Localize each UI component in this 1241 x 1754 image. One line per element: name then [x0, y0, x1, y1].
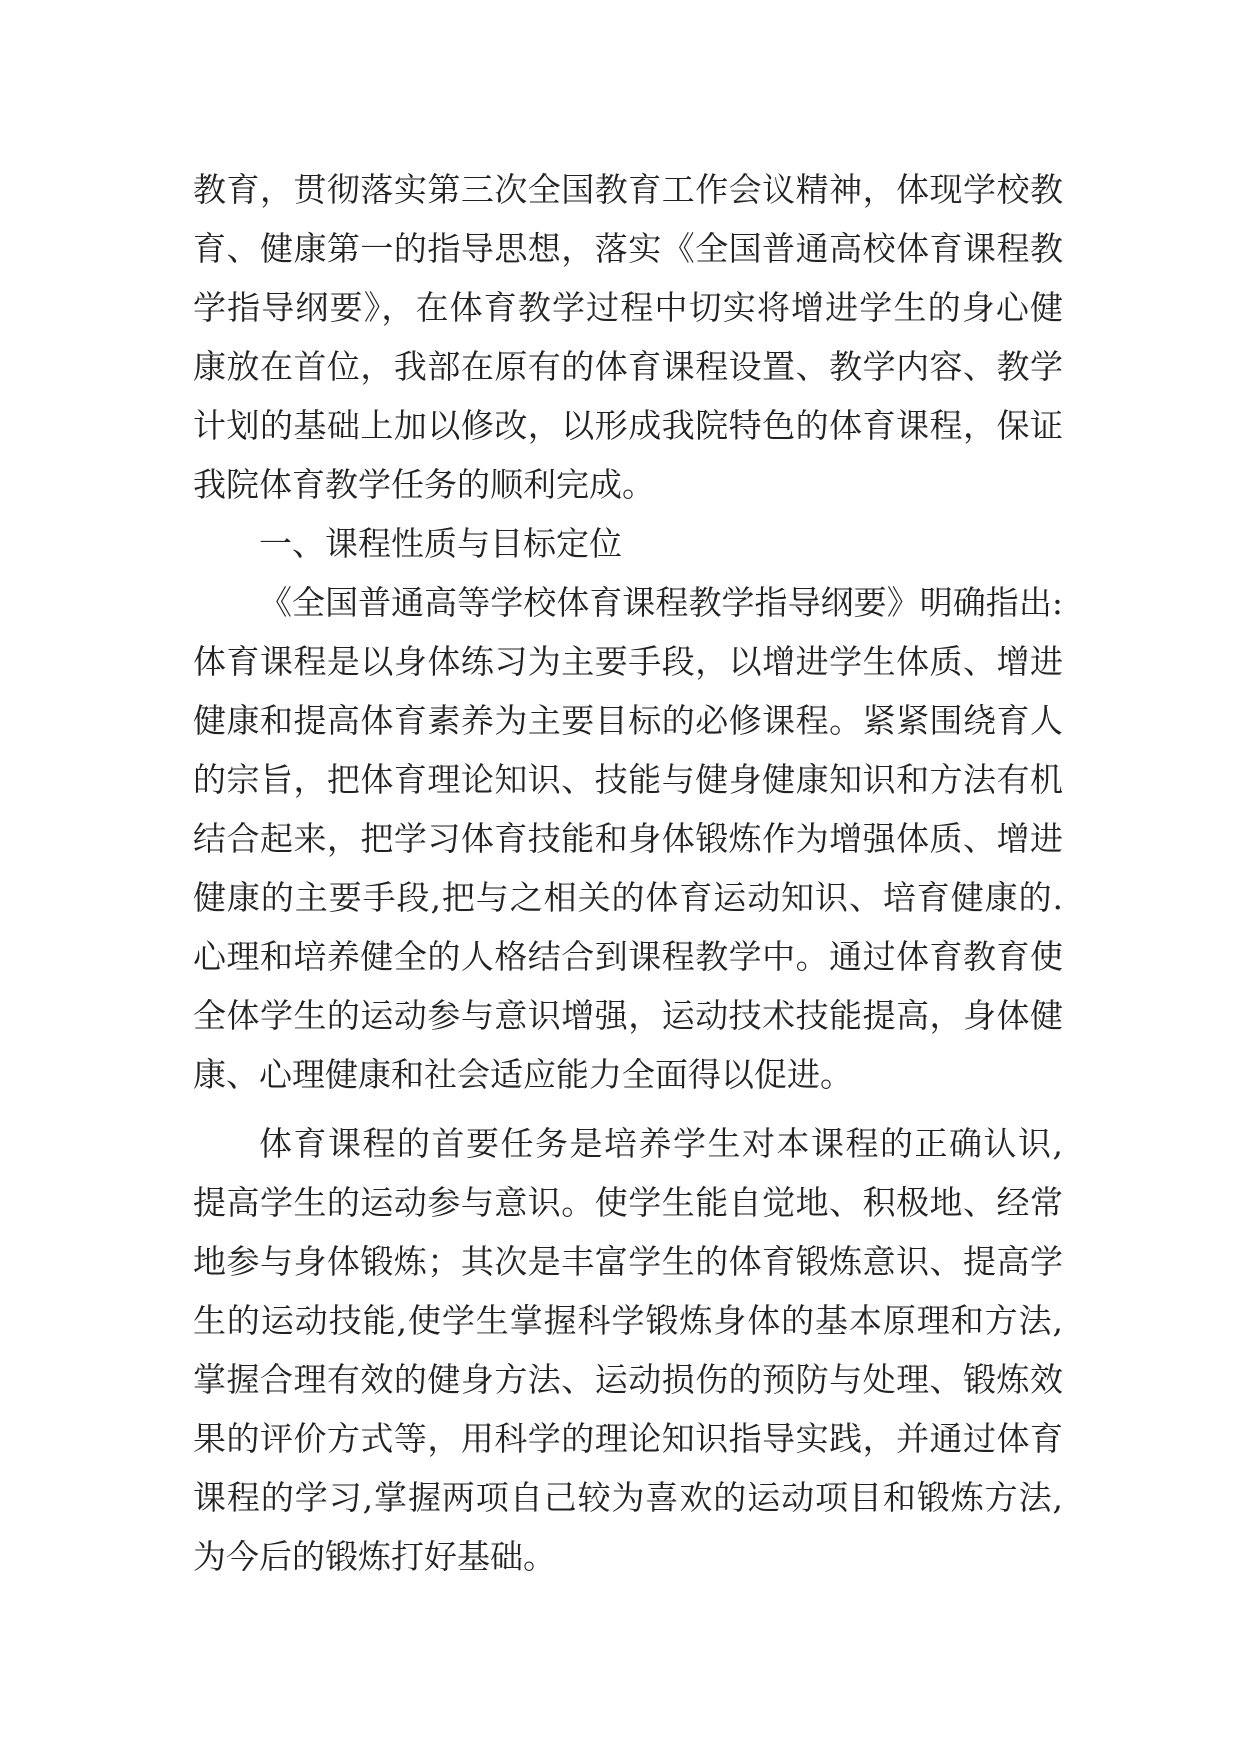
text-line: 学指导纲要》，在体育教学过程中切实将增进学生的身心健 [193, 288, 1063, 327]
paragraph-primary-task [193, 1114, 1063, 1586]
text-line: 生的运动技能,使学生掌握科学锻炼身体的基本原理和方法, [193, 1301, 1063, 1340]
text-line: 我院体育教学任务的顺利完成。 [193, 465, 655, 504]
text-line: 康、心理健康和社会适应能力全面得以促进。 [193, 1055, 853, 1094]
text-line: 心理和培养健全的人格结合到课程教学中。通过体育教育使 [193, 937, 1063, 976]
text-line: 全体学生的运动参与意识增强，运动技术技能提高，身体健 [193, 996, 1063, 1035]
text-line: 提高学生的运动参与意识。使学生能自觉地、积极地、经常 [193, 1183, 1063, 1222]
text-line: 育、健康第一的指导思想，落实《全国普通高校体育课程教 [193, 229, 1063, 268]
text-line: 体育课程是以身体练习为主要手段，以增进学生体质、增进 [193, 642, 1063, 681]
text-line: 掌握合理有效的健身方法、运动损伤的预防与处理、锻炼效 [193, 1360, 1063, 1399]
paragraph-course-nature [193, 573, 1063, 1104]
text-line: 教育，贯彻落实第三次全国教育工作会议精神，体现学校教 [193, 170, 1063, 209]
text-line: 结合起来，把学习体育技能和身体锻炼作为增强体质、增进 [193, 819, 1063, 858]
text-line: 健康的主要手段,把与之相关的体育运动知识、培育健康的. [193, 878, 1063, 917]
text-line: 健康和提高体育素养为主要目标的必修课程。紧紧围绕育人 [193, 701, 1063, 740]
section-heading [193, 514, 1063, 573]
section-heading-text: 一、课程性质与目标定位 [259, 524, 622, 563]
text-line: 计划的基础上加以修改，以形成我院特色的体育课程，保证 [193, 406, 1063, 445]
text-line: 果的评价方式等，用科学的理论知识指导实践，并通过体育 [193, 1419, 1063, 1458]
text-line: 的宗旨，把体育理论知识、技能与健身健康知识和方法有机 [193, 760, 1063, 799]
document-body [193, 160, 1063, 1586]
paragraph-intro [193, 160, 1063, 514]
text-line: 康放在首位，我部在原有的体育课程设置、教学内容、教学 [193, 347, 1063, 386]
text-line: 《全国普通高等学校体育课程教学指导纲要》明确指出: [259, 583, 1063, 622]
text-line: 体育课程的首要任务是培养学生对本课程的正确认识, [259, 1124, 1063, 1163]
text-line: 课程的学习,掌握两项自己较为喜欢的运动项目和锻炼方法, [193, 1478, 1063, 1517]
paragraph-gap [193, 1104, 1063, 1114]
text-line: 为今后的锻炼打好基础。 [193, 1537, 556, 1576]
text-line: 地参与身体锻炼；其次是丰富学生的体育锻炼意识、提高学 [193, 1242, 1063, 1281]
